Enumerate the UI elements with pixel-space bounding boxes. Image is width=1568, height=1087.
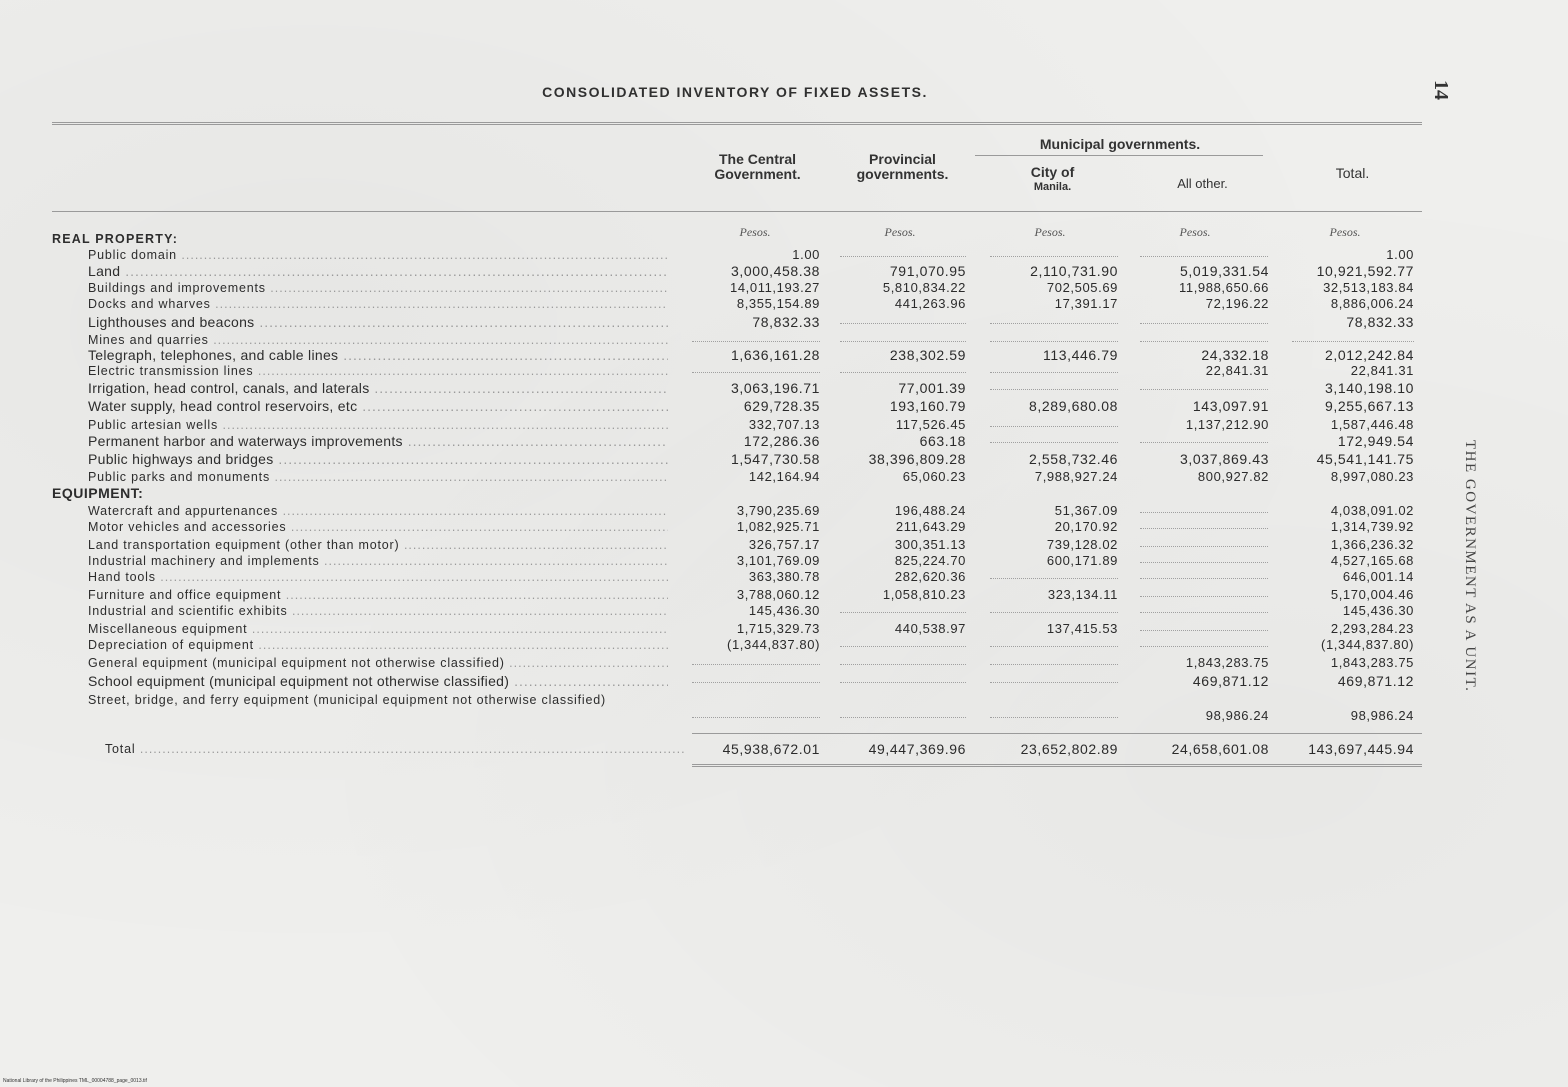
table-row	[0, 503, 1568, 519]
cell-manila: 2,558,732.46	[1029, 451, 1118, 467]
cell-provincial: 663.18	[919, 433, 966, 449]
header-all-other: All other.	[1177, 176, 1228, 191]
cell-manila: 323,134.11	[1047, 587, 1118, 602]
cell-central: 145,436.30	[748, 603, 820, 618]
table-row	[0, 569, 1568, 585]
table-row	[0, 314, 1568, 330]
section-row-equipment	[0, 485, 1568, 501]
cell-all-other: 24,332.18	[1201, 347, 1269, 363]
cell-central: 1,082,925.71	[736, 519, 820, 534]
cell-central: 172,286.36	[743, 433, 820, 449]
cell-provincial: 440,538.97	[894, 621, 966, 636]
row-label: Furniture and office equipment .....	[88, 587, 668, 603]
cell-total: 1.00	[1386, 247, 1414, 262]
table-row	[0, 332, 1568, 348]
cell-manila	[990, 247, 1118, 257]
cell-total: 32,513,183.84	[1323, 280, 1414, 295]
total-top-rule	[692, 733, 1422, 734]
cell-central	[692, 708, 820, 718]
cell-all-other	[1140, 569, 1268, 579]
cell-manila	[990, 417, 1118, 427]
table-row	[0, 398, 1568, 414]
cell-central: 3,101,769.09	[736, 553, 820, 568]
cell-all-other	[1140, 433, 1268, 443]
row-label: Irrigation, head control, canals, and laterals .....	[88, 380, 668, 396]
cell-provincial	[840, 332, 966, 342]
row-label: Permanent harbor and waterways improvements .....	[88, 433, 668, 449]
header-provincial-line2: governments.	[856, 166, 949, 182]
cell-all-other: 1,843,283.75	[1185, 655, 1269, 670]
section-heading-real-property: REAL PROPERTY:	[52, 232, 179, 246]
cell-central: (1,344,837.80)	[727, 637, 820, 652]
top-rule	[52, 122, 1422, 125]
total-bottom-rule	[692, 764, 1422, 767]
row-label: Industrial machinery and implements .....	[88, 553, 668, 569]
table-row	[0, 417, 1568, 433]
cell-all-other: 98,986.24	[1205, 708, 1269, 723]
cell-provincial	[840, 655, 966, 665]
cell-manila	[990, 363, 1118, 373]
cell-all-other	[1140, 587, 1268, 597]
cell-manila	[990, 708, 1118, 718]
row-label: Water supply, head control reservoirs, etc .....	[88, 398, 668, 414]
cell-manila	[990, 637, 1118, 647]
cell-total: 646,001.14	[1342, 569, 1414, 584]
cell-all-other	[1140, 637, 1268, 647]
cell-provincial	[840, 363, 966, 373]
cell-central: 8,355,154.89	[736, 296, 820, 311]
total-manila: 23,652,802.89	[1020, 741, 1118, 757]
cell-manila	[990, 433, 1118, 443]
cell-all-other	[1140, 380, 1268, 390]
header-total: Total.	[1335, 165, 1370, 181]
cell-provincial: 441,263.96	[894, 296, 966, 311]
cell-central: 142,164.94	[748, 469, 820, 484]
cell-central: 1.00	[792, 247, 820, 262]
cell-provincial: 117,526.45	[895, 417, 966, 432]
cell-manila: 8,289,680.08	[1029, 398, 1118, 414]
cell-provincial: 196,488.24	[894, 503, 966, 518]
row-label: Industrial and scientific exhibits .....	[88, 603, 668, 619]
cell-total: 4,527,165.68	[1330, 553, 1414, 568]
cell-manila: 739,128.02	[1046, 537, 1118, 552]
row-label: Watercraft and appurtenances .....	[88, 503, 668, 519]
table-row	[0, 280, 1568, 296]
row-label: Land transportation equipment (other than motor) .....	[88, 537, 668, 553]
header-municipal-governments: Municipal governments.	[1039, 136, 1201, 152]
cell-central: 1,715,329.73	[736, 621, 820, 636]
cell-total: 172,949.54	[1337, 433, 1414, 449]
municipal-group-rule	[975, 155, 1263, 156]
unit-label-provincial: Pesos.	[884, 225, 916, 239]
cell-central: 1,547,730.58	[731, 451, 820, 467]
cell-total: 1,587,446.48	[1330, 417, 1414, 432]
table-row	[0, 587, 1568, 603]
table-row-total	[0, 741, 1568, 757]
row-label: Public highways and bridges .....	[88, 451, 668, 467]
cell-all-other: 11,988,650.66	[1179, 280, 1269, 295]
total-central: 45,938,672.01	[722, 741, 820, 757]
cell-all-other: 143,097.91	[1192, 398, 1269, 414]
unit-label-central: Pesos.	[739, 225, 771, 239]
cell-central: 629,728.35	[743, 398, 820, 414]
cell-all-other	[1140, 537, 1268, 547]
cell-all-other	[1140, 603, 1268, 613]
row-label: General equipment (municipal equipment not otherwise classified) .....	[88, 655, 668, 671]
cell-manila: 600,171.89	[1046, 553, 1118, 568]
row-label: Motor vehicles and accessories .....	[88, 519, 668, 535]
cell-manila: 137,415.53	[1046, 621, 1118, 636]
unit-label-total: Pesos.	[1329, 225, 1361, 239]
cell-manila	[990, 569, 1118, 579]
cell-all-other	[1140, 503, 1268, 513]
cell-manila	[990, 380, 1118, 390]
cell-manila: 51,367.09	[1054, 503, 1118, 518]
header-central-government	[690, 152, 825, 182]
cell-total: 98,986.24	[1350, 708, 1414, 723]
total-provincial: 49,447,369.96	[868, 741, 966, 757]
cell-total: 1,314,739.92	[1330, 519, 1414, 534]
cell-all-other: 72,196.22	[1205, 296, 1269, 311]
cell-central	[692, 332, 820, 342]
cell-total: 10,921,592.77	[1316, 263, 1414, 279]
row-label: Public parks and monuments .....	[88, 469, 668, 485]
cell-central: 3,063,196.71	[731, 380, 820, 396]
page-title: CONSOLIDATED INVENTORY OF FIXED ASSETS.	[542, 84, 928, 100]
row-label: Land .....	[88, 263, 668, 279]
cell-all-other	[1140, 314, 1268, 324]
cell-provincial: 791,070.95	[889, 263, 966, 279]
cell-provincial: 1,058,810.23	[882, 587, 966, 602]
cell-total: 22,841.31	[1350, 363, 1414, 378]
cell-total: 1,366,236.32	[1330, 537, 1414, 552]
cell-all-other	[1140, 519, 1268, 529]
cell-all-other: 3,037,869.43	[1180, 451, 1269, 467]
cell-manila	[990, 603, 1118, 613]
cell-total: 45,541,141.75	[1316, 451, 1414, 467]
cell-total: (1,344,837.80)	[1321, 637, 1414, 652]
cell-total: 469,871.12	[1337, 673, 1414, 689]
cell-central: 1,636,161.28	[731, 347, 820, 363]
table-row	[0, 247, 1568, 263]
table-row	[0, 537, 1568, 553]
total-label: Total .....	[105, 741, 685, 757]
cell-total: 78,832.33	[1346, 314, 1414, 330]
cell-provincial	[840, 673, 966, 683]
cell-manila	[990, 314, 1118, 324]
header-manila-line1: City of	[1030, 164, 1075, 180]
cell-all-other: 1,137,212.90	[1185, 417, 1269, 432]
header-city-of-manila	[990, 165, 1115, 195]
table-row	[0, 380, 1568, 396]
table-row	[0, 621, 1568, 637]
section-row-real-property	[0, 231, 1568, 247]
row-label: Electric transmission lines .....	[88, 363, 668, 379]
row-label: Buildings and improvements .....	[88, 280, 668, 296]
cell-central: 3,788,060.12	[736, 587, 820, 602]
cell-all-other: 800,927.82	[1197, 469, 1269, 484]
cell-all-other	[1140, 553, 1268, 563]
cell-all-other	[1140, 621, 1268, 631]
row-label: Telegraph, telephones, and cable lines .....	[88, 347, 668, 363]
cell-total: 8,886,006.24	[1330, 296, 1414, 311]
cell-all-other	[1140, 332, 1268, 342]
cell-provincial	[840, 247, 966, 257]
cell-provincial	[840, 708, 966, 718]
table-row	[0, 433, 1568, 449]
total-all-other: 24,658,601.08	[1171, 741, 1269, 757]
cell-total	[1292, 332, 1414, 342]
cell-central	[692, 673, 820, 683]
table-row	[0, 692, 1568, 723]
table-row	[0, 347, 1568, 363]
cell-central: 363,380.78	[748, 569, 820, 584]
cell-central	[692, 363, 820, 373]
cell-total: 1,843,283.75	[1330, 655, 1414, 670]
row-label: School equipment (municipal equipment not otherwise classified) .....	[88, 673, 668, 689]
row-label: Miscellaneous equipment .....	[88, 621, 668, 637]
header-bottom-rule	[52, 211, 1422, 212]
header-provincial-line1: Provincial	[869, 151, 936, 167]
cell-manila: 113,446.79	[1042, 347, 1118, 363]
table-row	[0, 553, 1568, 569]
cell-central: 3,790,235.69	[736, 503, 820, 518]
cell-provincial: 825,224.70	[894, 553, 966, 568]
cell-provincial: 300,351.13	[894, 537, 966, 552]
cell-total: 2,012,242.84	[1325, 347, 1414, 363]
table-row	[0, 673, 1568, 689]
cell-all-other: 469,871.12	[1192, 673, 1269, 689]
cell-manila	[990, 673, 1118, 683]
scan-footer: National Library of the Philippines TML_00004788_page_0013.tif	[3, 1078, 147, 1084]
cell-provincial: 38,396,809.28	[868, 451, 966, 467]
cell-manila: 7,988,927.24	[1034, 469, 1118, 484]
row-label: Lighthouses and beacons .....	[88, 314, 668, 330]
cell-provincial: 65,060.23	[902, 469, 966, 484]
table-row	[0, 263, 1568, 279]
cell-provincial: 211,643.29	[895, 519, 966, 534]
table-row	[0, 637, 1568, 653]
cell-provincial: 282,620.36	[894, 569, 966, 584]
cell-provincial	[840, 314, 966, 324]
header-central-line2: Government.	[714, 166, 801, 182]
cell-all-other: 22,841.31	[1205, 363, 1269, 378]
cell-provincial: 238,302.59	[889, 347, 966, 363]
total-grand: 143,697,445.94	[1308, 741, 1414, 757]
cell-central: 14,011,193.27	[730, 280, 820, 295]
row-label: Docks and wharves .....	[88, 296, 668, 312]
table-row	[0, 451, 1568, 467]
page-number: 14	[1430, 80, 1452, 100]
cell-central: 332,707.13	[748, 417, 820, 432]
cell-all-other	[1140, 247, 1268, 257]
cell-manila	[990, 332, 1118, 342]
cell-total: 4,038,091.02	[1330, 503, 1414, 518]
cell-provincial: 77,001.39	[898, 380, 966, 396]
cell-manila	[990, 655, 1118, 665]
cell-manila: 17,391.17	[1054, 296, 1118, 311]
table-row	[0, 655, 1568, 671]
cell-manila: 20,170.92	[1054, 519, 1118, 534]
cell-central: 78,832.33	[752, 314, 820, 330]
header-central-line1: The Central	[718, 151, 796, 167]
table-row	[0, 603, 1568, 619]
cell-total: 145,436.30	[1342, 603, 1414, 618]
cell-total: 2,293,284.23	[1330, 621, 1414, 636]
cell-total: 9,255,667.13	[1325, 398, 1414, 414]
cell-total: 8,997,080.23	[1330, 469, 1414, 484]
table-row	[0, 363, 1568, 379]
cell-central	[692, 655, 820, 665]
header-provincial-governments	[835, 152, 970, 182]
cell-provincial	[840, 603, 966, 613]
cell-manila: 702,505.69	[1046, 280, 1118, 295]
table-row	[0, 469, 1568, 485]
header-manila-line2: Manila.	[1033, 181, 1072, 193]
cell-central: 3,000,458.38	[731, 263, 820, 279]
cell-provincial: 193,160.79	[889, 398, 966, 414]
unit-label-all-other: Pesos.	[1179, 225, 1211, 239]
row-label: Public domain .....	[88, 247, 668, 263]
cell-all-other: 5,019,331.54	[1180, 263, 1269, 279]
cell-manila: 2,110,731.90	[1030, 263, 1118, 279]
cell-central: 326,757.17	[748, 537, 820, 552]
cell-total: 5,170,004.46	[1330, 587, 1414, 602]
running-side-title: THE GOVERNMENT AS A UNIT.	[1462, 440, 1478, 693]
row-label: Mines and quarries .....	[88, 332, 668, 348]
row-label: Depreciation of equipment .....	[88, 637, 668, 653]
unit-label-manila: Pesos.	[1034, 225, 1066, 239]
table-row	[0, 296, 1568, 312]
cell-total: 3,140,198.10	[1325, 380, 1414, 396]
row-label: Street, bridge, and ferry equipment (municipal equipment not otherwise classified)	[88, 693, 606, 707]
cell-provincial: 5,810,834.22	[882, 280, 966, 295]
cell-provincial	[840, 637, 966, 647]
section-heading-equipment: EQUIPMENT:	[52, 485, 144, 501]
row-label: Public artesian wells .....	[88, 417, 668, 433]
table-row	[0, 519, 1568, 535]
row-label: Hand tools .....	[88, 569, 668, 585]
